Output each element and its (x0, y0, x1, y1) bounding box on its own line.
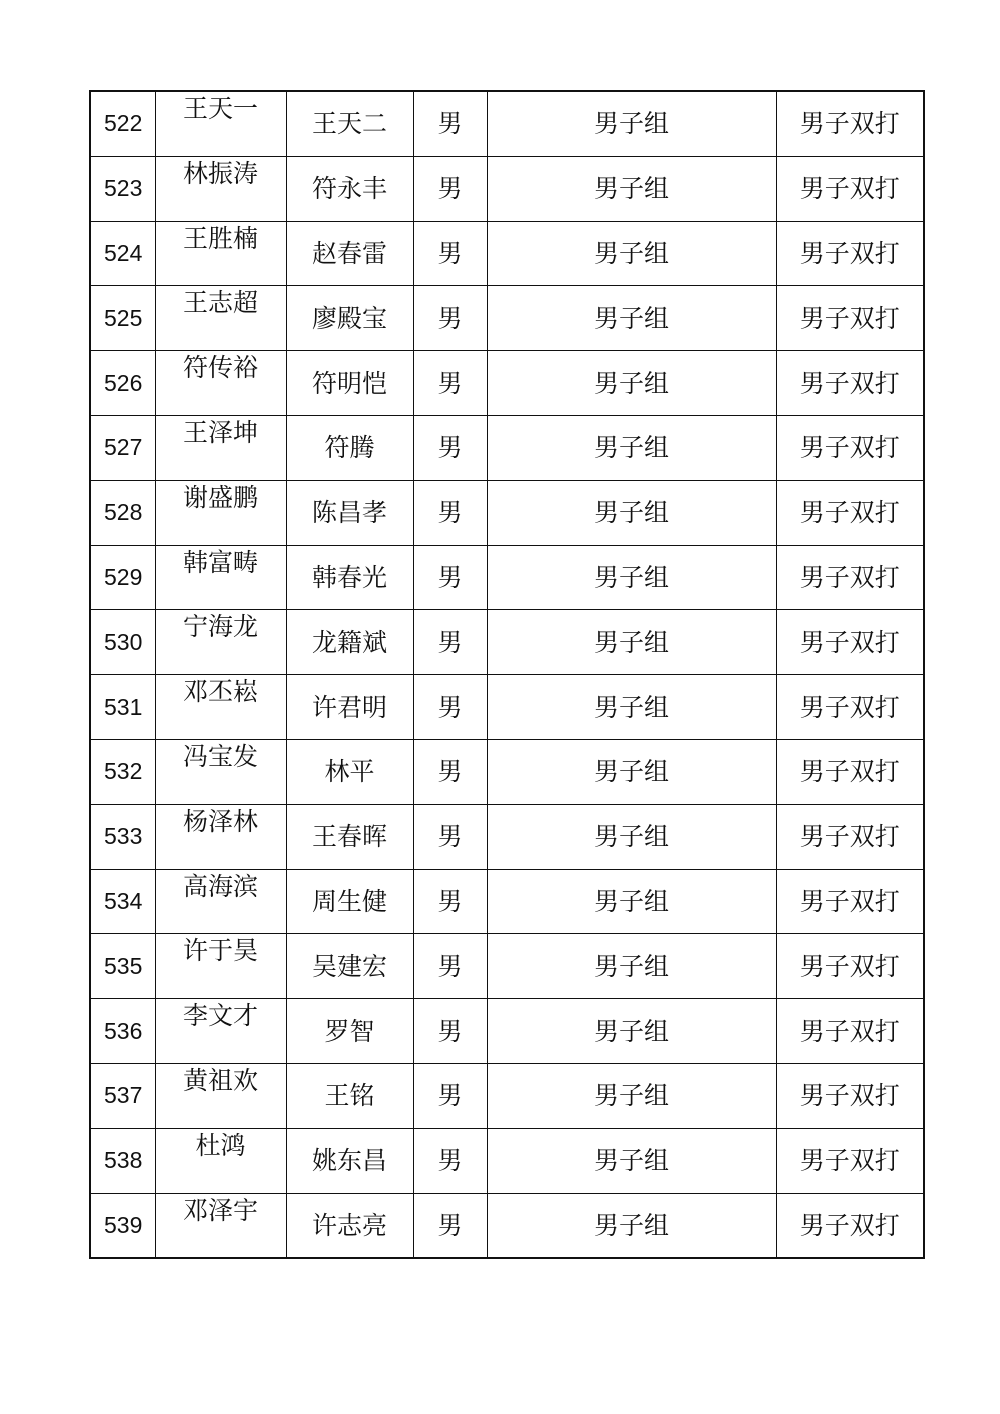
event-text: 男子双打 (799, 1016, 900, 1046)
entry-number-text: 538 (104, 1147, 143, 1174)
event-text: 男子双打 (799, 174, 900, 204)
player-two-text: 符腾 (324, 433, 375, 463)
player-one-text: 高海滨 (182, 871, 258, 901)
gender-cell (413, 480, 487, 545)
group-text: 男子组 (593, 238, 669, 268)
event-text: 男子双打 (799, 692, 900, 722)
entry-number-text: 530 (104, 628, 143, 655)
player-two-text: 龙籍斌 (311, 627, 387, 657)
player-one-text: 宁海龙 (182, 612, 258, 642)
gender-cell (413, 1193, 487, 1258)
gender-text: 男 (437, 1210, 463, 1240)
player-one-text: 王泽坤 (182, 417, 258, 447)
table-row (90, 91, 924, 156)
event-text: 男子双打 (799, 757, 900, 787)
player-one-text: 杜鸿 (195, 1130, 246, 1160)
group-text: 男子组 (593, 1146, 669, 1176)
gender-text: 男 (437, 303, 463, 333)
gender-cell (413, 999, 487, 1064)
table-row (90, 610, 924, 675)
event-text: 男子双打 (799, 433, 900, 463)
gender-text: 男 (437, 757, 463, 787)
group-cell (487, 1193, 776, 1258)
gender-cell (413, 545, 487, 610)
group-cell (487, 869, 776, 934)
gender-text: 男 (437, 109, 463, 139)
event-text: 男子双打 (799, 822, 900, 852)
gender-cell (413, 91, 487, 156)
gender-text: 男 (437, 498, 463, 528)
event-cell (776, 610, 924, 675)
table-row (90, 999, 924, 1064)
group-cell (487, 480, 776, 545)
player-one-cell (155, 545, 286, 610)
gender-text: 男 (437, 368, 463, 398)
player-one-cell (155, 351, 286, 416)
gender-cell (413, 415, 487, 480)
player-one-cell (155, 221, 286, 286)
event-cell (776, 869, 924, 934)
group-text: 男子组 (593, 433, 669, 463)
player-one-text: 李文才 (182, 1001, 258, 1031)
player-one-cell (155, 1193, 286, 1258)
table-row (90, 1063, 924, 1128)
gender-cell (413, 1128, 487, 1193)
group-text: 男子组 (593, 562, 669, 592)
player-one-cell (155, 804, 286, 869)
group-cell (487, 91, 776, 156)
entry-number-cell (90, 91, 155, 156)
gender-text: 男 (437, 562, 463, 592)
entry-number-cell (90, 351, 155, 416)
group-text: 男子组 (593, 1016, 669, 1046)
event-text: 男子双打 (799, 1210, 900, 1240)
player-one-cell (155, 610, 286, 675)
gender-cell (413, 675, 487, 740)
event-cell (776, 1063, 924, 1128)
entry-number-cell (90, 545, 155, 610)
player-two-cell (286, 1128, 413, 1193)
entry-number-text: 531 (104, 693, 143, 720)
entry-number-cell (90, 804, 155, 869)
table-row (90, 869, 924, 934)
event-cell (776, 1193, 924, 1258)
player-one-text: 冯宝发 (182, 741, 258, 771)
entry-number-text: 536 (104, 1017, 143, 1044)
player-one-text: 杨泽林 (182, 806, 258, 836)
player-one-cell (155, 869, 286, 934)
group-text: 男子组 (593, 951, 669, 981)
table-body (90, 91, 924, 1258)
entry-number-cell (90, 1193, 155, 1258)
gender-cell (413, 869, 487, 934)
event-text: 男子双打 (799, 562, 900, 592)
entry-number-cell (90, 415, 155, 480)
event-text: 男子双打 (799, 238, 900, 268)
event-cell (776, 804, 924, 869)
group-cell (487, 156, 776, 221)
player-one-text: 邓泽宇 (182, 1195, 258, 1225)
event-cell (776, 286, 924, 351)
player-two-text: 姚东昌 (311, 1146, 387, 1176)
entry-number-text: 525 (104, 304, 143, 331)
event-cell (776, 415, 924, 480)
entry-number-cell (90, 1128, 155, 1193)
entry-number-cell (90, 934, 155, 999)
player-one-text: 王志超 (182, 288, 258, 318)
event-text: 男子双打 (799, 951, 900, 981)
gender-cell (413, 221, 487, 286)
player-two-text: 吴建宏 (311, 951, 387, 981)
gender-text: 男 (437, 886, 463, 916)
event-text: 男子双打 (799, 1081, 900, 1111)
player-two-cell (286, 934, 413, 999)
group-cell (487, 610, 776, 675)
table-row (90, 545, 924, 610)
gender-text: 男 (437, 238, 463, 268)
entry-number-text: 527 (104, 434, 143, 461)
group-text: 男子组 (593, 368, 669, 398)
group-cell (487, 415, 776, 480)
group-cell (487, 934, 776, 999)
entry-number-text: 533 (104, 823, 143, 850)
group-cell (487, 999, 776, 1064)
group-cell (487, 545, 776, 610)
group-cell (487, 286, 776, 351)
group-text: 男子组 (593, 886, 669, 916)
entry-number-cell (90, 610, 155, 675)
table-row (90, 351, 924, 416)
gender-cell (413, 739, 487, 804)
player-two-cell (286, 415, 413, 480)
table-row (90, 286, 924, 351)
player-one-text: 邓丕崧 (182, 677, 258, 707)
entry-number-text: 532 (104, 758, 143, 785)
player-one-text: 王胜楠 (182, 223, 258, 253)
player-two-cell (286, 1063, 413, 1128)
gender-cell (413, 934, 487, 999)
player-one-cell (155, 91, 286, 156)
player-two-cell (286, 999, 413, 1064)
entry-number-cell (90, 999, 155, 1064)
player-one-cell (155, 934, 286, 999)
entry-number-cell (90, 480, 155, 545)
event-cell (776, 351, 924, 416)
group-text: 男子组 (593, 822, 669, 852)
group-text: 男子组 (593, 303, 669, 333)
player-two-cell (286, 286, 413, 351)
gender-cell (413, 156, 487, 221)
player-one-text: 符传裕 (182, 353, 258, 383)
table-row (90, 934, 924, 999)
event-text: 男子双打 (799, 1146, 900, 1176)
event-text: 男子双打 (799, 627, 900, 657)
event-cell (776, 739, 924, 804)
player-two-cell (286, 351, 413, 416)
gender-text: 男 (437, 627, 463, 657)
player-two-cell (286, 739, 413, 804)
group-text: 男子组 (593, 174, 669, 204)
group-text: 男子组 (593, 109, 669, 139)
group-text: 男子组 (593, 757, 669, 787)
player-one-text: 林振涛 (182, 158, 258, 188)
player-one-text: 黄祖欢 (182, 1065, 258, 1095)
event-cell (776, 480, 924, 545)
player-one-cell (155, 286, 286, 351)
entry-number-text: 535 (104, 952, 143, 979)
player-two-cell (286, 675, 413, 740)
player-one-text: 许于昊 (182, 936, 258, 966)
entry-number-text: 522 (104, 110, 143, 137)
player-one-cell (155, 675, 286, 740)
gender-cell (413, 351, 487, 416)
player-one-text: 韩富畴 (182, 547, 258, 577)
event-cell (776, 545, 924, 610)
player-two-text: 赵春雷 (311, 238, 387, 268)
gender-text: 男 (437, 1016, 463, 1046)
gender-text: 男 (437, 822, 463, 852)
event-text: 男子双打 (799, 303, 900, 333)
player-two-text: 许君明 (311, 692, 387, 722)
gender-cell (413, 286, 487, 351)
player-two-text: 韩春光 (311, 562, 387, 592)
table-row (90, 480, 924, 545)
entry-number-cell (90, 739, 155, 804)
player-two-cell (286, 1193, 413, 1258)
gender-text: 男 (437, 174, 463, 204)
player-two-cell (286, 610, 413, 675)
player-two-cell (286, 545, 413, 610)
player-two-text: 陈昌孝 (311, 498, 387, 528)
group-cell (487, 221, 776, 286)
table-row (90, 1193, 924, 1258)
player-one-cell (155, 999, 286, 1064)
gender-cell (413, 610, 487, 675)
player-two-cell (286, 480, 413, 545)
player-two-cell (286, 804, 413, 869)
player-two-text: 王春晖 (311, 822, 387, 852)
entry-number-cell (90, 1063, 155, 1128)
gender-text: 男 (437, 1081, 463, 1111)
player-two-cell (286, 869, 413, 934)
player-one-cell (155, 480, 286, 545)
entry-number-text: 539 (104, 1211, 143, 1238)
event-cell (776, 675, 924, 740)
event-cell (776, 999, 924, 1064)
player-two-cell (286, 221, 413, 286)
player-one-cell (155, 156, 286, 221)
table-row (90, 415, 924, 480)
table-row (90, 675, 924, 740)
event-text: 男子双打 (799, 368, 900, 398)
group-text: 男子组 (593, 1210, 669, 1240)
table-row (90, 804, 924, 869)
group-cell (487, 675, 776, 740)
player-one-text: 谢盛鹏 (182, 482, 258, 512)
group-text: 男子组 (593, 498, 669, 528)
gender-text: 男 (437, 692, 463, 722)
event-cell (776, 934, 924, 999)
entry-number-text: 537 (104, 1082, 143, 1109)
player-one-cell (155, 415, 286, 480)
player-two-text: 周生健 (311, 886, 387, 916)
group-cell (487, 739, 776, 804)
player-one-text: 王天一 (182, 94, 258, 123)
entry-number-text: 524 (104, 239, 143, 266)
event-cell (776, 221, 924, 286)
group-cell (487, 1063, 776, 1128)
event-text: 男子双打 (799, 498, 900, 528)
player-one-cell (155, 739, 286, 804)
group-cell (487, 804, 776, 869)
player-two-cell (286, 156, 413, 221)
player-two-text: 符明恺 (311, 368, 387, 398)
player-one-cell (155, 1063, 286, 1128)
player-one-cell (155, 1128, 286, 1193)
player-two-text: 许志亮 (311, 1210, 387, 1240)
event-text: 男子双打 (799, 886, 900, 916)
gender-cell (413, 804, 487, 869)
event-cell (776, 1128, 924, 1193)
event-cell (776, 156, 924, 221)
player-two-text: 林平 (324, 757, 375, 787)
gender-text: 男 (437, 951, 463, 981)
gender-cell (413, 1063, 487, 1128)
player-two-text: 廖殿宝 (311, 303, 387, 333)
entry-number-cell (90, 286, 155, 351)
registration-table (89, 90, 925, 1259)
group-cell (487, 1128, 776, 1193)
table-row (90, 221, 924, 286)
player-two-text: 王天二 (311, 109, 387, 139)
entry-number-cell (90, 221, 155, 286)
group-cell (487, 351, 776, 416)
entry-number-text: 529 (104, 563, 143, 590)
entry-number-text: 534 (104, 887, 143, 914)
entry-number-cell (90, 869, 155, 934)
table-row (90, 156, 924, 221)
player-two-text: 符永丰 (311, 174, 387, 204)
entry-number-cell (90, 675, 155, 740)
table-row (90, 1128, 924, 1193)
event-text: 男子双打 (799, 109, 900, 139)
table-row (90, 739, 924, 804)
entry-number-text: 526 (104, 369, 143, 396)
group-text: 男子组 (593, 1081, 669, 1111)
player-two-text: 王铭 (324, 1081, 375, 1111)
entry-number-cell (90, 156, 155, 221)
event-cell (776, 91, 924, 156)
entry-number-text: 523 (104, 175, 143, 202)
gender-text: 男 (437, 433, 463, 463)
group-text: 男子组 (593, 627, 669, 657)
gender-text: 男 (437, 1146, 463, 1176)
player-two-text: 罗智 (324, 1016, 375, 1046)
player-two-cell (286, 91, 413, 156)
group-text: 男子组 (593, 692, 669, 722)
entry-number-text: 528 (104, 499, 143, 526)
